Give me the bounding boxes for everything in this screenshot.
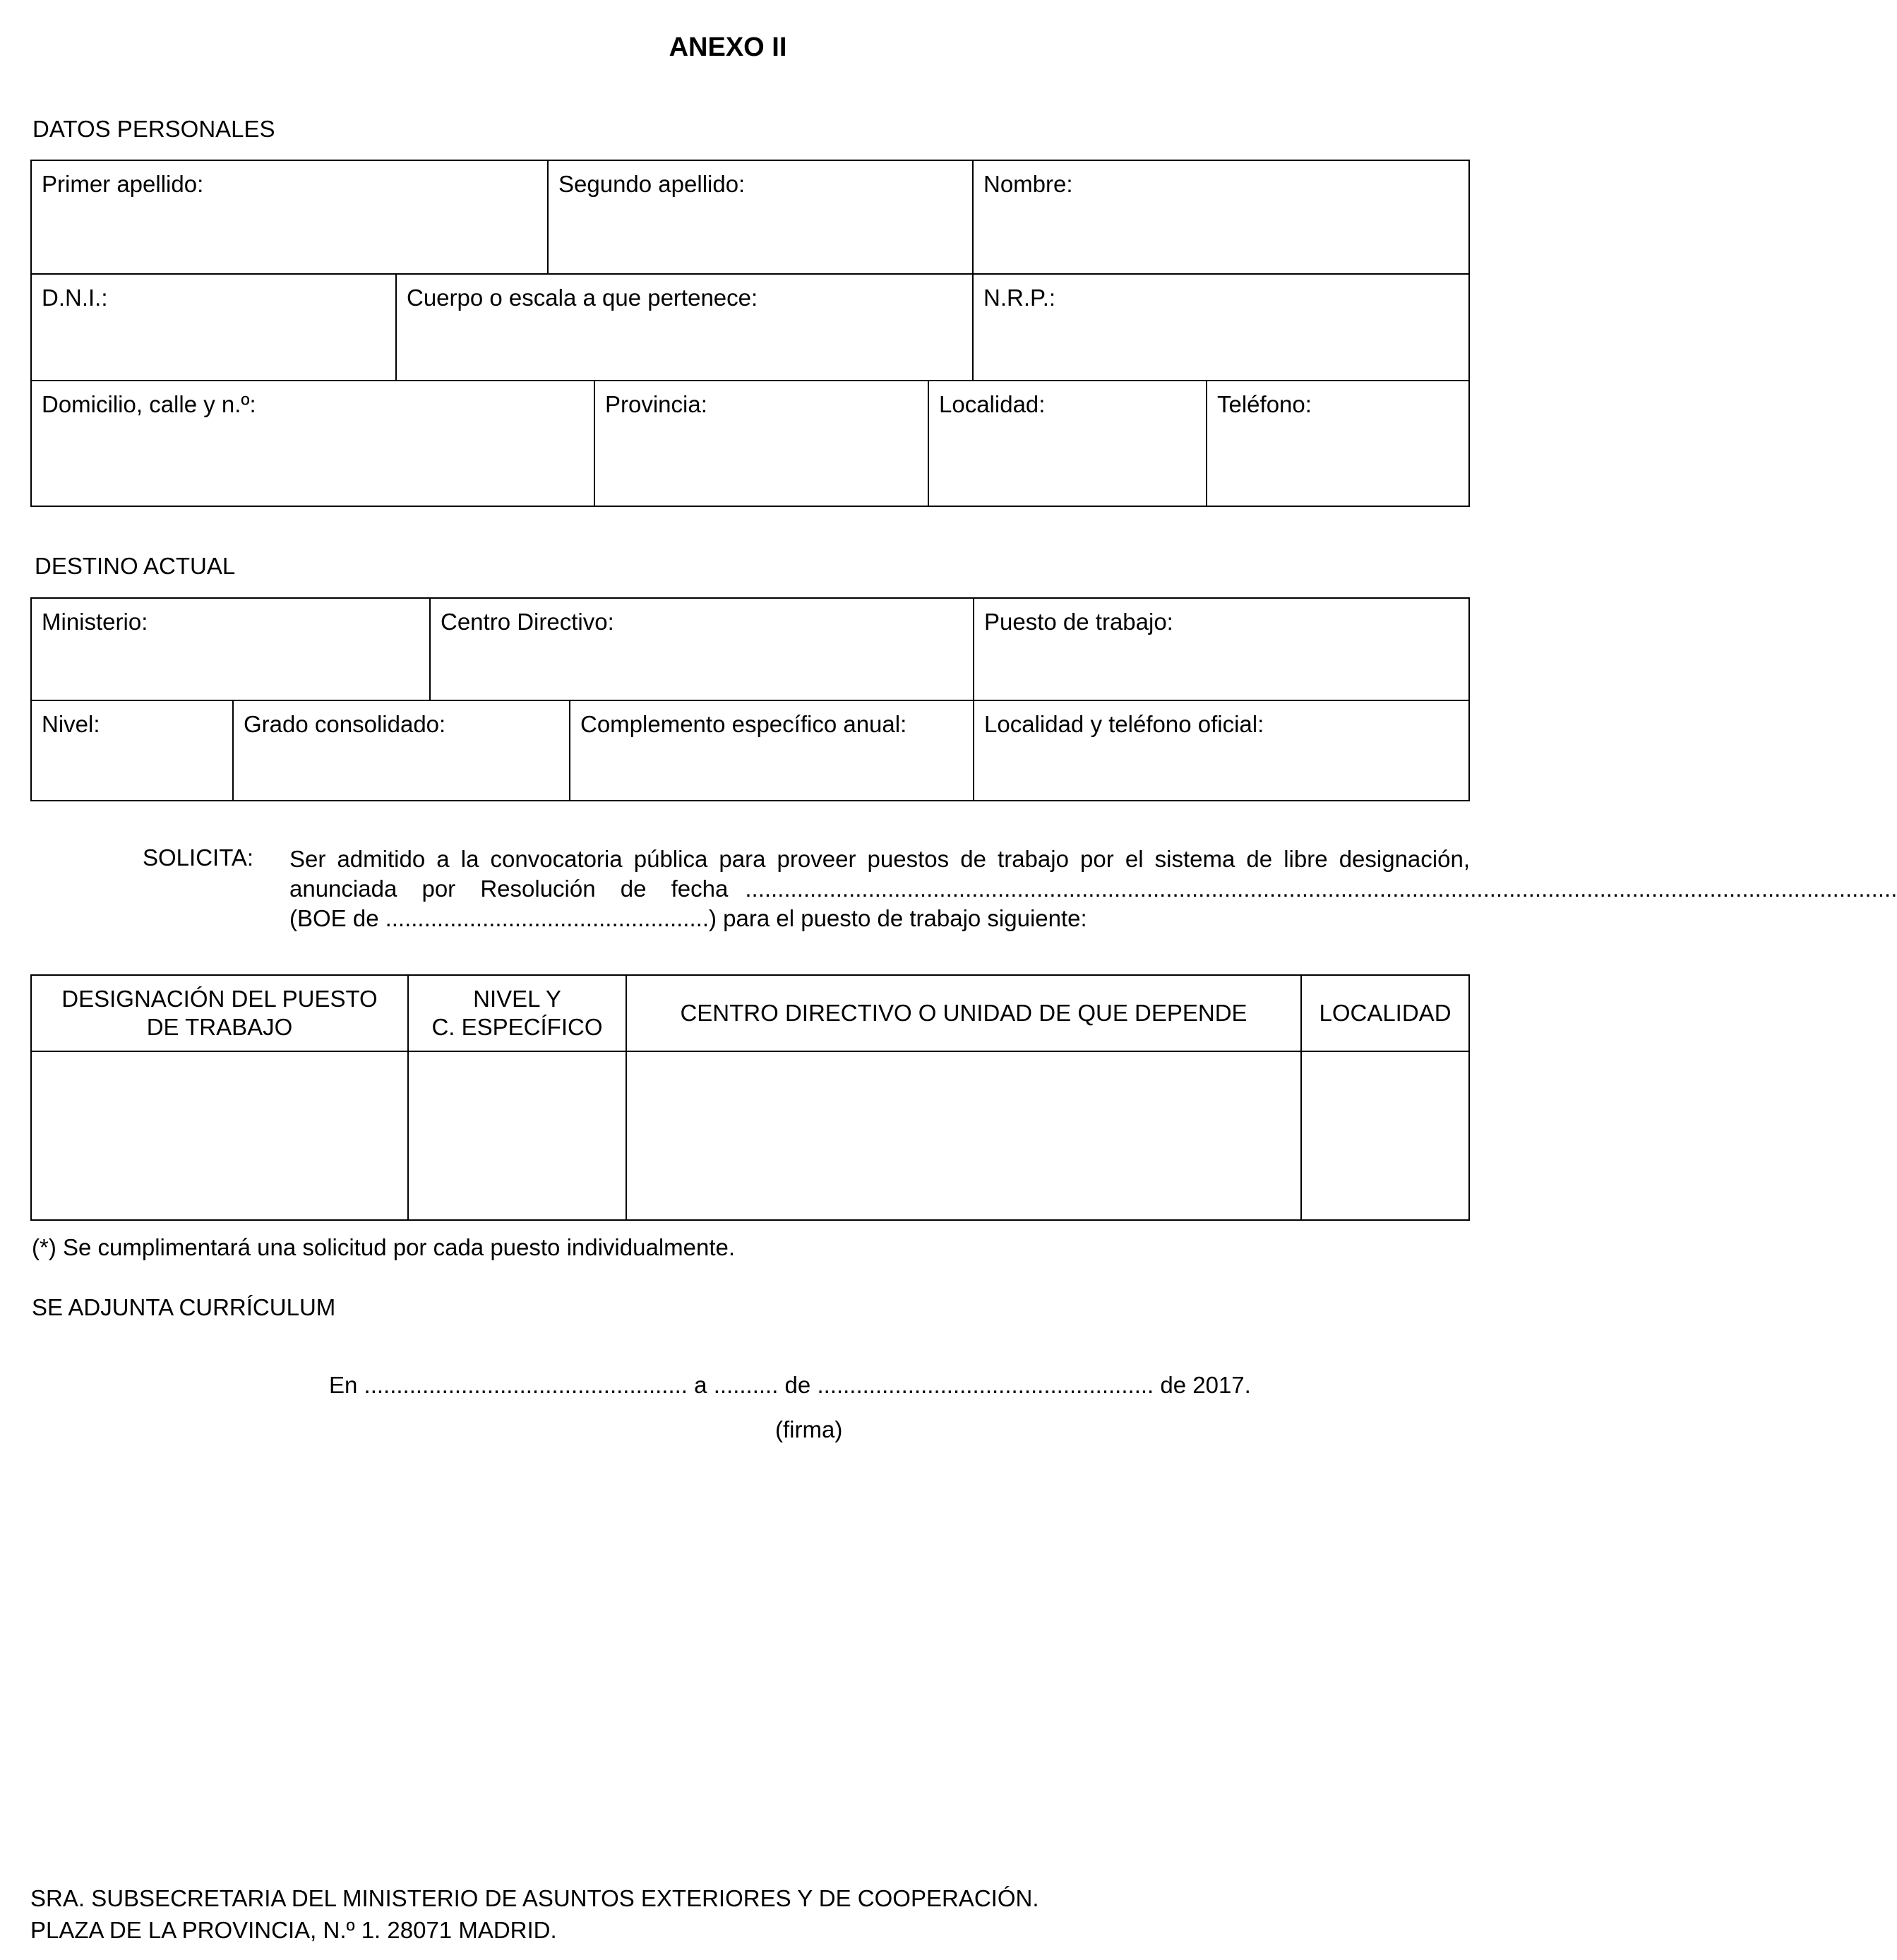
header-line: NIVEL Y — [473, 986, 561, 1012]
dia-blank[interactable]: .......... — [713, 1372, 779, 1398]
nrp-field[interactable]: N.R.P.: — [983, 285, 1056, 311]
header-nivel — [409, 976, 626, 1051]
header-line: DE TRABAJO — [146, 1014, 293, 1040]
boe-fecha-blank[interactable]: .................................................. — [385, 905, 709, 931]
footnote: (*) Se cumplimentará una solicitud por cada puesto individualmente. — [32, 1234, 736, 1260]
year-label: de 2017. — [1160, 1372, 1251, 1398]
page-title: ANEXO II — [669, 32, 787, 62]
nivel-input-cell[interactable] — [409, 1052, 626, 1219]
boe-label: (BOE de — [289, 905, 379, 931]
resolucion-label: anunciada por Resolución de fecha — [289, 876, 729, 902]
datos-personales-box — [30, 160, 1470, 507]
destino-actual-heading: DESTINO ACTUAL — [35, 553, 236, 579]
designacion-input-cell[interactable] — [32, 1052, 407, 1219]
destinatario-line-1: SRA. SUBSECRETARIA DEL MINISTERIO DE ASUNTOS EXTERIORES Y DE COOPERACIÓN. — [30, 1885, 1039, 1911]
localidad-field[interactable]: Localidad: — [939, 391, 1046, 417]
centro-directivo-input-cell[interactable] — [627, 1052, 1300, 1219]
en-label: En — [329, 1372, 358, 1398]
boe-suffix: ) para el puesto de trabajo siguiente: — [709, 905, 1087, 931]
header-line: C. ESPECÍFICO — [431, 1014, 603, 1040]
telefono-field[interactable]: Teléfono: — [1217, 391, 1312, 417]
header-line: LOCALIDAD — [1319, 1000, 1452, 1026]
de-label: de — [784, 1372, 811, 1398]
cuerpo-escala-field[interactable]: Cuerpo o escala a que pertenece: — [407, 285, 758, 311]
centro-directivo-field[interactable]: Centro Directivo: — [441, 609, 614, 635]
dni-field[interactable]: D.N.I.: — [42, 285, 108, 311]
mes-blank[interactable]: .................................................... — [817, 1372, 1154, 1398]
complemento-especifico-field[interactable]: Complemento específico anual: — [580, 711, 907, 737]
resolucion-fecha-blank[interactable]: .................................................................................................................................................................................. — [745, 876, 1897, 902]
header-line: DESIGNACIÓN DEL PUESTO — [61, 986, 378, 1012]
solicita-text — [289, 844, 1897, 933]
adjunta-curriculum: SE ADJUNTA CURRÍCULUM — [32, 1294, 336, 1320]
nombre-field[interactable]: Nombre: — [983, 171, 1073, 197]
solicita-line-2 — [289, 874, 1897, 904]
nivel-field[interactable]: Nivel: — [42, 711, 100, 737]
primer-apellido-field[interactable]: Primer apellido: — [42, 171, 204, 197]
localidad-input-cell[interactable] — [1302, 1052, 1468, 1219]
puesto-trabajo-field[interactable]: Puesto de trabajo: — [984, 609, 1173, 635]
solicita-label: SOLICITA: — [143, 844, 254, 871]
datos-personales-heading: DATOS PERSONALES — [32, 116, 275, 142]
lugar-blank[interactable]: .................................................. — [364, 1372, 688, 1398]
header-line: CENTRO DIRECTIVO O UNIDAD DE QUE DEPENDE — [680, 1000, 1247, 1026]
solicita-line-3 — [289, 904, 1470, 933]
ministerio-field[interactable]: Ministerio: — [42, 609, 148, 635]
header-centro-directivo — [627, 976, 1300, 1051]
segundo-apellido-field[interactable]: Segundo apellido: — [558, 171, 746, 197]
firma-label: (firma) — [775, 1416, 843, 1442]
domicilio-field[interactable]: Domicilio, calle y n.º: — [42, 391, 256, 417]
localidad-telefono-oficial-field[interactable]: Localidad y teléfono oficial: — [984, 711, 1264, 737]
header-designacion — [32, 976, 407, 1051]
provincia-field[interactable]: Provincia: — [605, 391, 707, 417]
solicita-line-1: Ser admitido a la convocatoria pública para proveer puestos de trabajo por el sistema de libre designación, — [289, 846, 1470, 872]
grado-consolidado-field[interactable]: Grado consolidado: — [244, 711, 446, 737]
destinatario-line-2: PLAZA DE LA PROVINCIA, N.º 1. 28071 MADRID. — [30, 1917, 557, 1943]
date-line — [329, 1372, 1251, 1399]
a-label: a — [694, 1372, 707, 1398]
header-localidad — [1302, 976, 1468, 1051]
